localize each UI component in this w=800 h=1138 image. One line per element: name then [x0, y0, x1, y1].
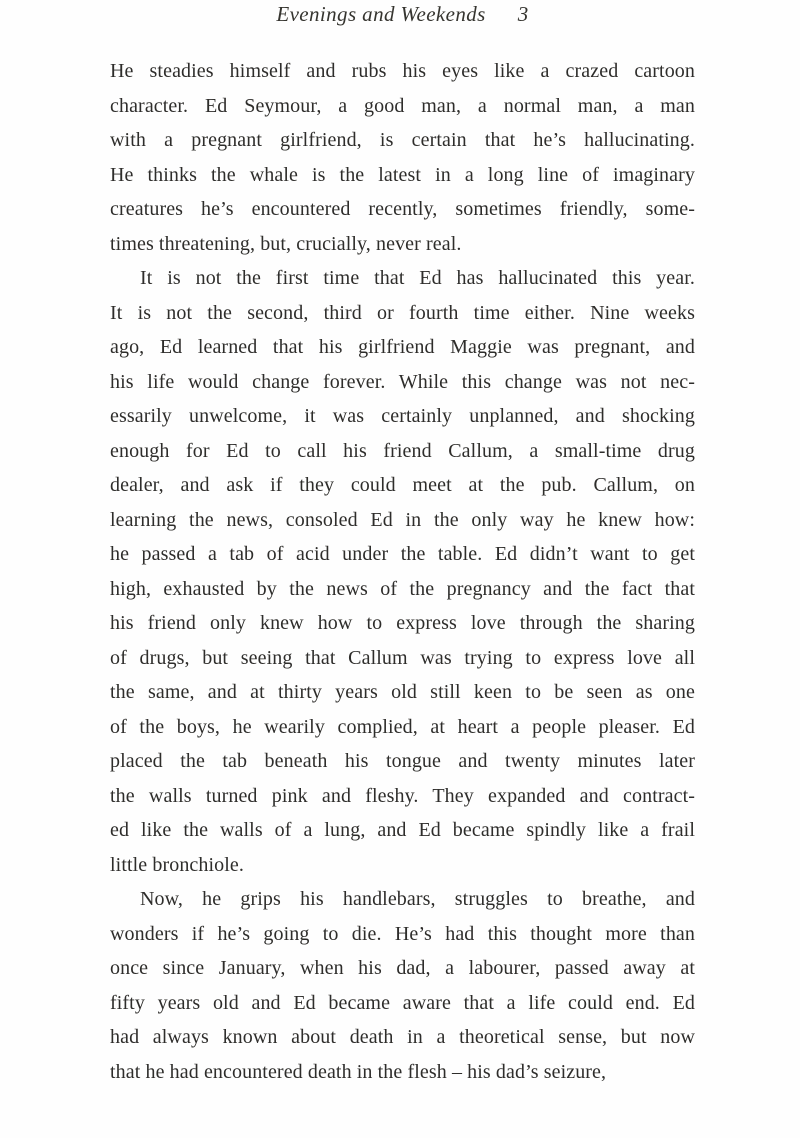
text-line: He thinks the whale is the latest in a long line of imaginary — [110, 163, 695, 186]
text-line: Now, he grips his handlebars, struggles to breathe, and — [140, 888, 695, 910]
text-line: wonders if he’s going to die. He’s had this thought more than — [110, 922, 695, 945]
text-line: his friend only knew how to express love through the sharing — [110, 612, 695, 634]
text-line: little bronchiole. — [110, 853, 244, 876]
text-line: the same, and at thirty years old still keen to be seen as one — [110, 681, 695, 703]
text-line: It is not the second, third or fourth time either. Nine weeks — [110, 301, 695, 324]
paragraph — [110, 54, 695, 261]
page-number: 3 — [517, 2, 529, 26]
text-line: dealer, and ask if they could meet at the pub. Callum, on — [110, 474, 695, 496]
text-line: learning the news, consoled Ed in the only way he knew how: — [110, 508, 695, 531]
page-body — [110, 54, 695, 1089]
text-line: of drugs, but seeing that Callum was trying to express love all — [110, 646, 695, 669]
text-line: with a pregnant girlfriend, is certain that he’s hallucinating. — [110, 129, 695, 151]
running-header — [110, 2, 695, 27]
text-line: placed the tab beneath his tongue and twenty minutes later — [110, 750, 695, 772]
text-line: enough for Ed to call his friend Callum, a small-time drug — [110, 439, 695, 462]
text-line: high, exhausted by the news of the pregnancy and the fact that — [110, 577, 695, 600]
text-line: had always known about death in a theoretical sense, but now — [110, 1026, 695, 1048]
text-line: fifty years old and Ed became aware that a life could end. Ed — [110, 991, 695, 1014]
paragraph — [110, 882, 695, 1089]
text-line: character. Ed Seymour, a good man, a normal man, a man — [110, 94, 695, 117]
text-line: of the boys, he wearily complied, at heart a people pleaser. Ed — [110, 715, 695, 738]
text-line: ago, Ed learned that his girlfriend Maggie was pregnant, and — [110, 336, 695, 358]
text-line: he passed a tab of acid under the table. Ed didn’t want to get — [110, 543, 695, 565]
text-line: times threatening, but, crucially, never real. — [110, 232, 462, 255]
text-line: once since January, when his dad, a labourer, passed away at — [110, 957, 695, 979]
text-line: essarily unwelcome, it was certainly unplanned, and shocking — [110, 405, 695, 427]
text-line: his life would change forever. While this change was not nec- — [110, 370, 695, 393]
text-line: He steadies himself and rubs his eyes like a crazed cartoon — [110, 60, 695, 82]
text-line: ed like the walls of a lung, and Ed became spindly like a frail — [110, 819, 695, 841]
text-line: creatures he’s encountered recently, sometimes friendly, some- — [110, 198, 695, 220]
text-line: that he had encountered death in the flesh – his dad’s seizure, — [110, 1060, 607, 1083]
paragraph — [110, 261, 695, 882]
running-header-title: Evenings and Weekends — [276, 2, 486, 26]
text-line: the walls turned pink and fleshy. They expanded and contract- — [110, 784, 695, 807]
text-line: It is not the first time that Ed has hallucinated this year. — [140, 267, 695, 289]
